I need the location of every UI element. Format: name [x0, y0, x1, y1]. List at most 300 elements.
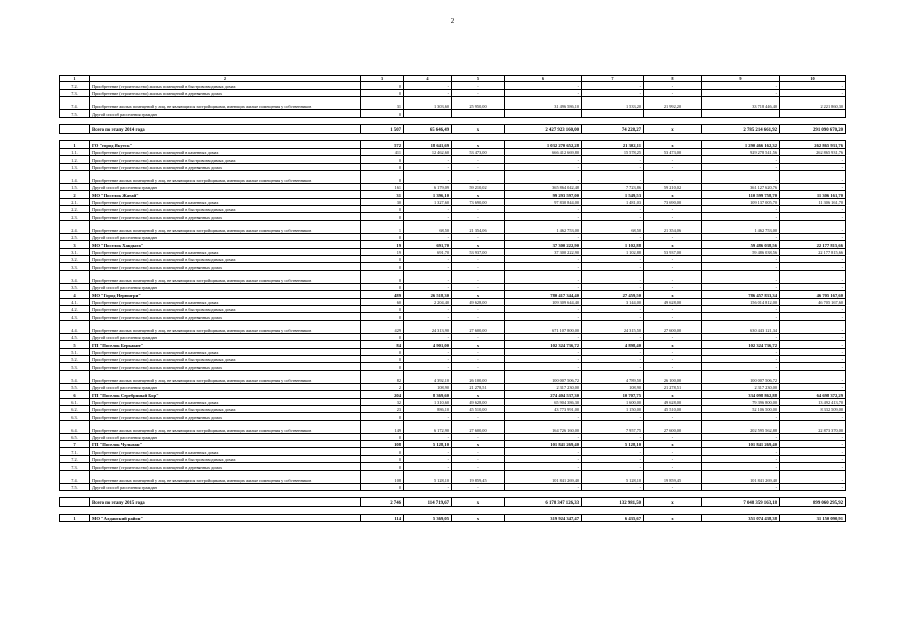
row-index: 5.1. [60, 348, 90, 355]
cost-cell: - [702, 256, 780, 263]
area-cell [404, 117, 452, 124]
row-index: 6.3. [60, 413, 90, 420]
area-cell [404, 110, 452, 117]
price-cell: - [644, 170, 702, 183]
price-cell: 73 690,00 [644, 198, 702, 205]
price-cell: - [644, 333, 702, 340]
price-cell: 27 600,00 [452, 420, 505, 433]
price-cell: x [644, 441, 702, 448]
area-cell: - [582, 270, 644, 283]
extra-cost-cell: - [780, 320, 846, 333]
extra-cost-cell: - [780, 206, 846, 213]
area-cell: 4 789,50 [582, 370, 644, 383]
spacer-row [60, 133, 846, 140]
area-cell: - [582, 170, 644, 183]
cost-cell: - [702, 455, 780, 462]
cost-cell: 7 048 359 163,18 [702, 498, 780, 507]
row-index: 5 [60, 341, 90, 348]
extra-cost-cell: 291 090 670,20 [780, 124, 846, 133]
price-cell: 49 628,00 [452, 398, 505, 405]
row-name: Всего по этапу 2014 года [90, 124, 361, 133]
count-cell: 0 [361, 313, 404, 320]
table-row [60, 213, 846, 220]
area-cell: 4 901,00 [404, 341, 452, 348]
area-cell: - [582, 355, 644, 362]
table-row [60, 363, 846, 370]
count-cell: 0 [361, 283, 404, 290]
price-cell: 21 278,51 [644, 383, 702, 390]
extra-cost-cell: 11 306 161,70 [780, 198, 846, 205]
row-index: 4.2. [60, 305, 90, 312]
extra-cost-cell: - [780, 305, 846, 312]
row-name: Приобретение (строительство) жилых помещений в деревянных домах [90, 163, 361, 170]
cost-cell: - [505, 305, 582, 312]
extra-cost-cell: - [780, 313, 846, 320]
cost-cell: - [505, 348, 582, 355]
area-cell: 1 102,88 [582, 241, 644, 248]
price-cell: - [644, 413, 702, 420]
price-cell [452, 507, 505, 514]
count-cell: 0 [361, 483, 404, 490]
area-cell: - [582, 256, 644, 263]
area-cell: 27 459,50 [582, 291, 644, 298]
area-cell: - [582, 283, 644, 290]
cost-cell [505, 491, 582, 498]
municipality-row [60, 341, 846, 348]
row-name: Приобретение жилых помещений у лиц, не являющихся застройщиками, имеющих жилые помещения у собственников [90, 320, 361, 333]
area-cell: 5 128,10 [404, 441, 452, 448]
cost-cell: 630 443 121,34 [702, 320, 780, 333]
price-cell: 21 354,06 [452, 220, 505, 233]
cost-cell: 164 726 160,00 [505, 420, 582, 433]
row-index: 1.5. [60, 183, 90, 190]
col-header: 5 [452, 76, 505, 82]
cost-cell: 1 462 753,00 [505, 220, 582, 233]
price-cell: - [452, 413, 505, 420]
area-cell: - [582, 333, 644, 340]
price-cell [452, 133, 505, 140]
table-row [60, 455, 846, 462]
price-cell: - [452, 355, 505, 362]
cost-cell: - [505, 213, 582, 220]
area-cell: - [404, 313, 452, 320]
count-cell: 31 [361, 97, 404, 110]
price-cell: 26 100,00 [452, 370, 505, 383]
cost-cell: - [505, 483, 582, 490]
price-cell: - [644, 263, 702, 270]
area-cell: - [582, 463, 644, 470]
row-index: 3.1. [60, 248, 90, 255]
cost-cell: 365 864 042,48 [505, 183, 582, 190]
area-cell: - [404, 355, 452, 362]
extra-cost-cell: 46 705 167,60 [780, 291, 846, 298]
extra-cost-cell: - [780, 470, 846, 483]
count-cell: 0 [361, 363, 404, 370]
extra-cost-cell: 2 221 860,30 [780, 97, 846, 110]
cost-cell: - [505, 256, 582, 263]
extra-cost-cell: 11 306 161,70 [780, 191, 846, 198]
area-cell: - [582, 313, 644, 320]
area-cell: - [582, 89, 644, 96]
cost-cell [505, 507, 582, 514]
row-name: Приобретение (строительство) жилых помещений в быстровозводимых домах [90, 206, 361, 213]
row-index: 5.2. [60, 355, 90, 362]
cost-cell: - [702, 433, 780, 440]
row-index: 2.1. [60, 198, 90, 205]
area-cell: 68,50 [582, 220, 644, 233]
row-name: Другой способ расселения граждан [90, 333, 361, 340]
area-cell: - [404, 82, 452, 89]
area-cell: 24 313,90 [404, 320, 452, 333]
row-name: Другой способ расселения граждан [90, 433, 361, 440]
area-cell: - [582, 263, 644, 270]
price-cell: - [452, 170, 505, 183]
price-cell: - [452, 448, 505, 455]
area-cell: - [582, 163, 644, 170]
table-row [60, 148, 846, 155]
cost-cell: - [702, 305, 780, 312]
price-cell: - [452, 89, 505, 96]
cost-cell: - [702, 483, 780, 490]
area-cell: 7 723,86 [582, 183, 644, 190]
row-index: 3.2. [60, 256, 90, 263]
cost-cell: 65 904 386,30 [505, 398, 582, 405]
price-cell: - [452, 283, 505, 290]
price-cell: - [644, 283, 702, 290]
row-name [90, 133, 361, 140]
row-index: 7.4. [60, 97, 90, 110]
area-cell: - [404, 305, 452, 312]
row-index [60, 491, 90, 498]
price-cell: - [644, 433, 702, 440]
count-cell: 204 [361, 391, 404, 398]
table-row [60, 320, 846, 333]
row-name: Другой способ расселения граждан [90, 483, 361, 490]
count-cell: 572 [361, 141, 404, 148]
row-name: Приобретение (строительство) жилых помещений в деревянных домах [90, 263, 361, 270]
count-cell: 0 [361, 263, 404, 270]
row-index: 1 [60, 514, 90, 521]
area-cell: 1 600,00 [582, 398, 644, 405]
table-row [60, 348, 846, 355]
row-index: 6 [60, 391, 90, 398]
area-cell: 6 172,90 [404, 420, 452, 433]
area-cell [404, 133, 452, 140]
cost-cell: 37 300 222,90 [505, 248, 582, 255]
area-cell [404, 491, 452, 498]
area-cell: 6 435,67 [582, 514, 644, 521]
area-cell: - [582, 233, 644, 240]
price-cell: - [452, 305, 505, 312]
cost-cell: - [505, 156, 582, 163]
cost-cell [505, 110, 582, 117]
row-name: Приобретение жилых помещений у лиц, не являющихся застройщиками, имеющих жилые помещения у собственников [90, 170, 361, 183]
cost-cell: 100 007 506,72 [702, 370, 780, 383]
extra-cost-cell: 31 150 090,91 [780, 514, 846, 521]
extra-cost-cell: 899 060 295,92 [780, 498, 846, 507]
area-cell: 4 392,10 [404, 370, 452, 383]
row-index: 1 [60, 141, 90, 148]
price-cell [644, 491, 702, 498]
col-header: 1 [60, 76, 90, 82]
table-row [60, 313, 846, 320]
col-header: 6 [505, 76, 582, 82]
extra-cost-cell: - [780, 283, 846, 290]
cost-cell [505, 133, 582, 140]
row-name: Приобретение (строительство) жилых помещений в каменных домах [90, 248, 361, 255]
area-cell: 7 957,75 [582, 420, 644, 433]
count-cell [361, 507, 404, 514]
area-cell: 691,70 [404, 241, 452, 248]
cost-cell: 2 785 214 661,92 [702, 124, 780, 133]
area-cell: 5 128,10 [582, 441, 644, 448]
stage-total-row [60, 498, 846, 507]
table-row [60, 233, 846, 240]
count-cell: 23 [361, 405, 404, 412]
cost-cell: - [702, 213, 780, 220]
cost-cell: - [505, 89, 582, 96]
price-cell: x [452, 291, 505, 298]
col-header: 9 [702, 76, 780, 82]
area-cell: 5 128,10 [404, 470, 452, 483]
row-index: 2.4. [60, 220, 90, 233]
count-cell: 31 [361, 191, 404, 198]
table-row [60, 283, 846, 290]
price-cell: 49 628,00 [644, 298, 702, 305]
cost-cell: - [505, 413, 582, 420]
row-index [60, 507, 90, 514]
area-cell: - [404, 348, 452, 355]
area-cell: 1 102,88 [582, 248, 644, 255]
price-cell: 27 600,00 [452, 320, 505, 333]
extra-cost-cell: - [780, 233, 846, 240]
area-cell: 114 719,67 [404, 498, 452, 507]
cost-cell: 274 404 537,30 [505, 391, 582, 398]
extra-cost-cell: 22 177 815,66 [780, 248, 846, 255]
area-cell: - [582, 413, 644, 420]
cost-cell: 319 924 347,47 [505, 514, 582, 521]
price-cell: - [644, 313, 702, 320]
table-row [60, 298, 846, 305]
row-index: 2 [60, 191, 90, 198]
price-cell: x [452, 191, 505, 198]
row-name: Приобретение (строительство) жилых помещений в каменных домах [90, 198, 361, 205]
price-cell: 73 690,00 [452, 198, 505, 205]
row-name: Приобретение (строительство) жилых помещений в деревянных домах [90, 363, 361, 370]
row-name: Другой способ расселения граждан [90, 383, 361, 390]
municipality-row [60, 291, 846, 298]
price-cell: 27 600,00 [644, 320, 702, 333]
count-cell: 161 [361, 183, 404, 190]
row-index: 7.2. [60, 455, 90, 462]
row-name: Всего по этапу 2015 года [90, 498, 361, 507]
count-cell: 0 [361, 156, 404, 163]
area-cell: - [404, 170, 452, 183]
spacer-row [60, 491, 846, 498]
row-name: Приобретение (строительство) жилых помещений в каменных домах [90, 348, 361, 355]
count-cell: 1 507 [361, 124, 404, 133]
cost-cell: 780 417 344,40 [505, 291, 582, 298]
row-name: Приобретение (строительство) жилых помещений в быстровозводимых домах [90, 82, 361, 89]
col-header: 8 [644, 76, 702, 82]
municipality-row [60, 241, 846, 248]
table-row [60, 82, 846, 89]
area-cell: - [404, 233, 452, 240]
area-cell: 1 396,10 [404, 191, 452, 198]
table-row [60, 198, 846, 205]
count-cell: 0 [361, 206, 404, 213]
cost-cell: 101 841 269,40 [505, 470, 582, 483]
cost-cell: - [505, 82, 582, 89]
municipality-row [60, 441, 846, 448]
extra-cost-cell: - [780, 341, 846, 348]
table-row [60, 333, 846, 340]
cost-cell: 43 773 991,00 [505, 405, 582, 412]
cost-cell: - [702, 233, 780, 240]
cost-cell: - [505, 263, 582, 270]
row-index: 5.3. [60, 363, 90, 370]
row-name: Приобретение жилых помещений у лиц, не являющихся застройщиками, имеющих жилые помещения у собственников [90, 220, 361, 233]
row-index: 1.2. [60, 156, 90, 163]
row-name: ГП "Поселок Беркакит" [90, 341, 361, 348]
price-cell [452, 491, 505, 498]
area-cell [582, 110, 644, 117]
row-index: 2.3. [60, 213, 90, 220]
price-cell: x [452, 391, 505, 398]
price-cell: x [644, 291, 702, 298]
cost-cell: 97 830 844,00 [505, 198, 582, 205]
extra-cost-cell [780, 507, 846, 514]
extra-cost-cell: - [780, 348, 846, 355]
count-cell: 30 [361, 198, 404, 205]
extra-cost-cell: - [780, 433, 846, 440]
cost-cell: 666 412 669,80 [505, 148, 582, 155]
price-cell: x [452, 514, 505, 521]
row-index: 4 [60, 291, 90, 298]
table-row [60, 433, 846, 440]
row-name: Приобретение жилых помещений у лиц, не являющихся застройщиками, имеющих жилые помещения у собственников [90, 420, 361, 433]
extra-cost-cell: 8 332 509,00 [780, 405, 846, 412]
area-cell: 1 327,60 [404, 198, 452, 205]
table-row [60, 248, 846, 255]
row-index: 7.1. [60, 448, 90, 455]
price-cell: - [452, 270, 505, 283]
municipality-row [60, 191, 846, 198]
cost-cell: - [505, 433, 582, 440]
cost-cell: - [702, 355, 780, 362]
col-header: 10 [780, 76, 846, 82]
row-name: Другой способ расселения граждан [90, 183, 361, 190]
price-cell: 59 210,02 [452, 183, 505, 190]
table-row [60, 97, 846, 110]
cost-cell: 79 396 800,00 [702, 398, 780, 405]
cost-cell: - [505, 233, 582, 240]
area-cell: 132 981,50 [582, 498, 644, 507]
cost-cell: - [702, 333, 780, 340]
cost-cell: 102 324 736,72 [702, 341, 780, 348]
area-cell: 886,10 [404, 405, 452, 412]
count-cell: 0 [361, 355, 404, 362]
count-cell: 82 [361, 370, 404, 383]
area-cell: - [404, 270, 452, 283]
price-cell: 21 354,06 [644, 220, 702, 233]
cost-cell: 59 486 038,56 [702, 241, 780, 248]
area-cell: - [404, 256, 452, 263]
cost-cell: 100 007 506,72 [505, 370, 582, 383]
extra-cost-cell: - [780, 156, 846, 163]
table-row [60, 89, 846, 96]
area-cell: 15 578,25 [582, 148, 644, 155]
price-cell: - [452, 156, 505, 163]
table-row [60, 183, 846, 190]
count-cell: 0 [361, 333, 404, 340]
row-name: Приобретение (строительство) жилых помещений в деревянных домах [90, 89, 361, 96]
price-cell: - [644, 483, 702, 490]
row-index: 7.4. [60, 470, 90, 483]
area-cell: 68,50 [404, 220, 452, 233]
price-cell: - [452, 463, 505, 470]
cost-cell: 37 300 222,90 [505, 241, 582, 248]
price-cell: 53 473,00 [452, 148, 505, 155]
cost-cell [702, 117, 780, 124]
area-cell [582, 117, 644, 124]
cost-cell: 6 178 347 126,33 [505, 498, 582, 507]
count-cell: 2 746 [361, 498, 404, 507]
price-cell: - [644, 213, 702, 220]
row-name: Приобретение жилых помещений у лиц, не являющихся застройщиками, имеющих жилые помещения у собственников [90, 270, 361, 283]
extra-cost-cell: - [780, 170, 846, 183]
extra-cost-cell: 64 698 372,29 [780, 391, 846, 398]
row-name: Приобретение (строительство) жилых помещений в каменных домах [90, 148, 361, 155]
count-cell: 0 [361, 256, 404, 263]
area-cell: - [404, 163, 452, 170]
area-cell: - [404, 263, 452, 270]
row-index: 3 [60, 241, 90, 248]
area-cell: - [404, 363, 452, 370]
row-index: 3.3. [60, 263, 90, 270]
row-name: МО "Поселок Жатай" [90, 191, 361, 198]
row-name: Приобретение жилых помещений у лиц, не являющихся застройщиками, имеющих жилые помещения у собственников [90, 97, 361, 110]
area-cell: - [582, 448, 644, 455]
cost-cell: 1 290 466 162,32 [702, 141, 780, 148]
price-cell: - [644, 163, 702, 170]
price-cell: 53 473,00 [644, 148, 702, 155]
row-index: 1.1. [60, 148, 90, 155]
row-index: 7.5. [60, 483, 90, 490]
cost-cell: - [505, 313, 582, 320]
cost-cell: 202 595 562,88 [702, 420, 780, 433]
count-cell: 84 [361, 341, 404, 348]
row-name: Приобретение (строительство) жилых помещений в деревянных домах [90, 413, 361, 420]
price-cell: x [452, 341, 505, 348]
row-name: Приобретение (строительство) жилых помещений в быстровозводимых домах [90, 256, 361, 263]
price-cell: x [452, 498, 505, 507]
area-cell: 691,70 [404, 248, 452, 255]
count-cell: 114 [361, 514, 404, 521]
cost-cell: 110 599 758,70 [702, 191, 780, 198]
count-cell: 0 [361, 82, 404, 89]
price-cell: - [644, 355, 702, 362]
price-cell: 53 937,00 [644, 248, 702, 255]
cost-cell: - [702, 89, 780, 96]
row-index [60, 124, 90, 133]
price-cell: 45 510,00 [644, 405, 702, 412]
area-cell: - [404, 206, 452, 213]
count-cell: 0 [361, 163, 404, 170]
cost-cell: - [505, 463, 582, 470]
cost-cell [505, 117, 582, 124]
count-cell: 149 [361, 420, 404, 433]
